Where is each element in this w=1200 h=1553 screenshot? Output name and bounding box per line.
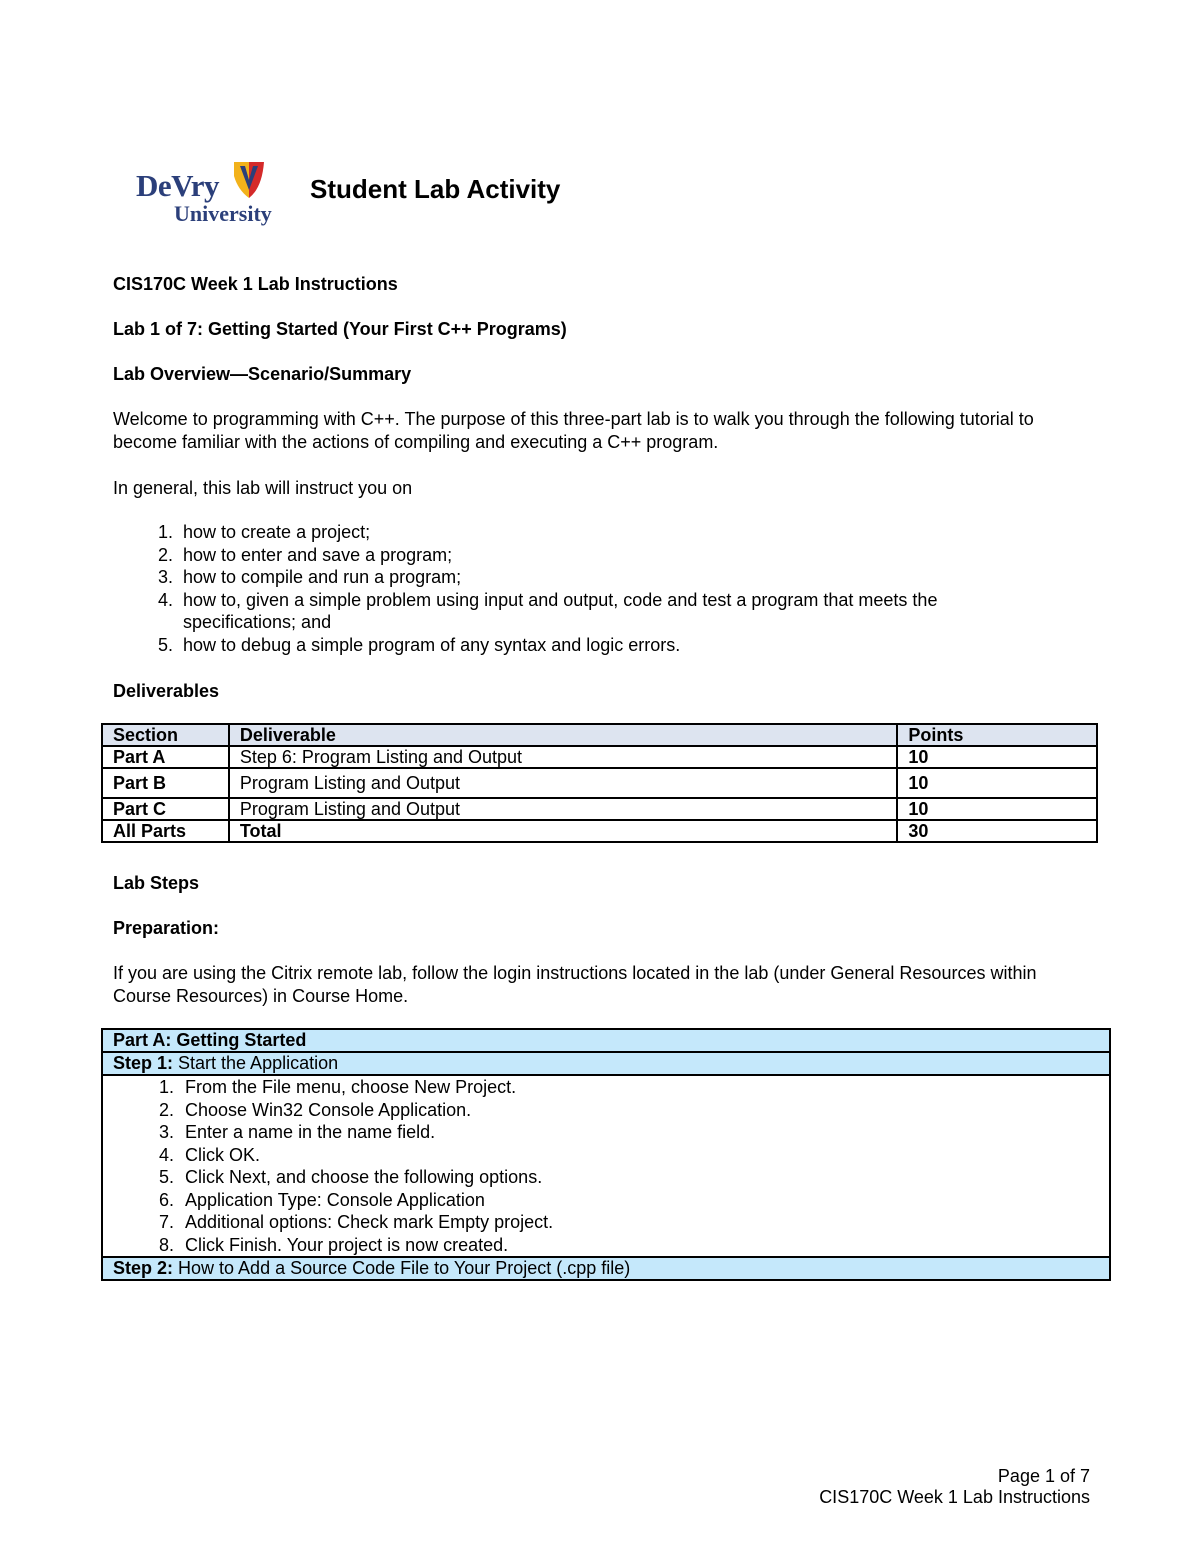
table-row <box>102 768 1097 798</box>
list-item: 1. From the File menu, choose New Project. <box>158 1077 517 1097</box>
cell-points: 10 <box>897 798 1097 820</box>
cell-section: Part A <box>102 746 229 768</box>
cell-deliverable: Total <box>229 820 897 842</box>
cell-points: 10 <box>897 768 1097 798</box>
step2-header: Step 2: How to Add a Source Code File to Your Project (.cpp file) <box>102 1257 1110 1280</box>
list-item: 5. how to debug a simple program of any syntax and logic errors. <box>157 634 681 655</box>
overview-paragraph: Welcome to programming with C++. The purpose of this three-part lab is to walk you through the following tutorial to become familiar with the actions of compiling and executing a C++ program. <box>113 409 1034 452</box>
table-row <box>102 1075 1110 1257</box>
cell-section: Part B <box>102 768 229 798</box>
step1-header: Step 1: Start the Application <box>102 1052 1110 1075</box>
footer-page-number: Page 1 of 7 <box>997 1466 1090 1486</box>
objectives-list <box>113 521 1073 656</box>
lab-steps-heading: Lab Steps <box>113 873 200 893</box>
lab-line: Lab 1 of 7: Getting Started (Your First C++ Programs) <box>113 319 567 339</box>
table-row <box>102 1029 1110 1052</box>
list-item: 2. Choose Win32 Console Application. <box>158 1099 472 1120</box>
preparation-heading: Preparation: <box>113 918 220 938</box>
list-item: 4. Click OK. <box>158 1144 261 1165</box>
cell-section: Part C <box>102 798 229 820</box>
list-item: 6. Application Type: Console Application <box>158 1189 485 1210</box>
cell-points: 10 <box>897 746 1097 768</box>
cell-deliverable: Program Listing and Output <box>229 798 897 820</box>
logo-wordmark-university: University <box>174 201 272 226</box>
list-item: 5. Click Next, and choose the following options. <box>158 1167 543 1187</box>
preparation-paragraph: If you are using the Citrix remote lab, follow the login instructions located in the lab (under General Resources within Course Resources) in Course Home. <box>113 963 1037 1006</box>
table-row <box>102 820 1097 842</box>
column-header: Section <box>102 724 229 746</box>
general-intro: In general, this lab will instruct you on <box>113 478 413 498</box>
table-row <box>102 1257 1110 1280</box>
table-row <box>102 798 1097 820</box>
table-header-row <box>102 724 1097 746</box>
list-item: 3. Enter a name in the name field. <box>158 1122 436 1142</box>
table-row <box>102 746 1097 768</box>
shield-icon <box>232 160 266 200</box>
list-item: 4. how to, given a simple problem using input and output, code and test a program that meets the specifications; and <box>157 589 938 632</box>
list-item: 1. how to create a project; <box>157 522 371 542</box>
list-item: 3. how to compile and run a program; <box>157 567 462 587</box>
step1-body <box>102 1075 1110 1257</box>
cell-deliverable: Step 6: Program Listing and Output <box>229 746 897 768</box>
cell-section: All Parts <box>102 820 229 842</box>
page-title: Student Lab Activity <box>310 174 561 204</box>
course-line: CIS170C Week 1 Lab Instructions <box>113 274 398 294</box>
deliverables-table <box>101 723 1098 843</box>
cell-points: 30 <box>897 820 1097 842</box>
column-header: Points <box>897 724 1097 746</box>
cell-deliverable: Program Listing and Output <box>229 768 897 798</box>
devry-logo <box>136 160 282 230</box>
deliverables-heading: Deliverables <box>113 681 220 701</box>
part-a-table <box>101 1028 1111 1281</box>
column-header: Deliverable <box>229 724 897 746</box>
part-a-title: Part A: Getting Started <box>102 1029 1110 1052</box>
overview-heading: Lab Overview—Scenario/Summary <box>113 364 412 384</box>
step1-list <box>113 1076 1099 1256</box>
list-item: 8. Click Finish. Your project is now created. <box>158 1234 509 1255</box>
logo-wordmark-devry: DeVry <box>136 168 219 203</box>
list-item: 2. how to enter and save a program; <box>157 544 453 565</box>
list-item: 7. Additional options: Check mark Empty project. <box>158 1212 554 1232</box>
footer-doc-title: CIS170C Week 1 Lab Instructions <box>819 1487 1090 1507</box>
table-row <box>102 1052 1110 1075</box>
